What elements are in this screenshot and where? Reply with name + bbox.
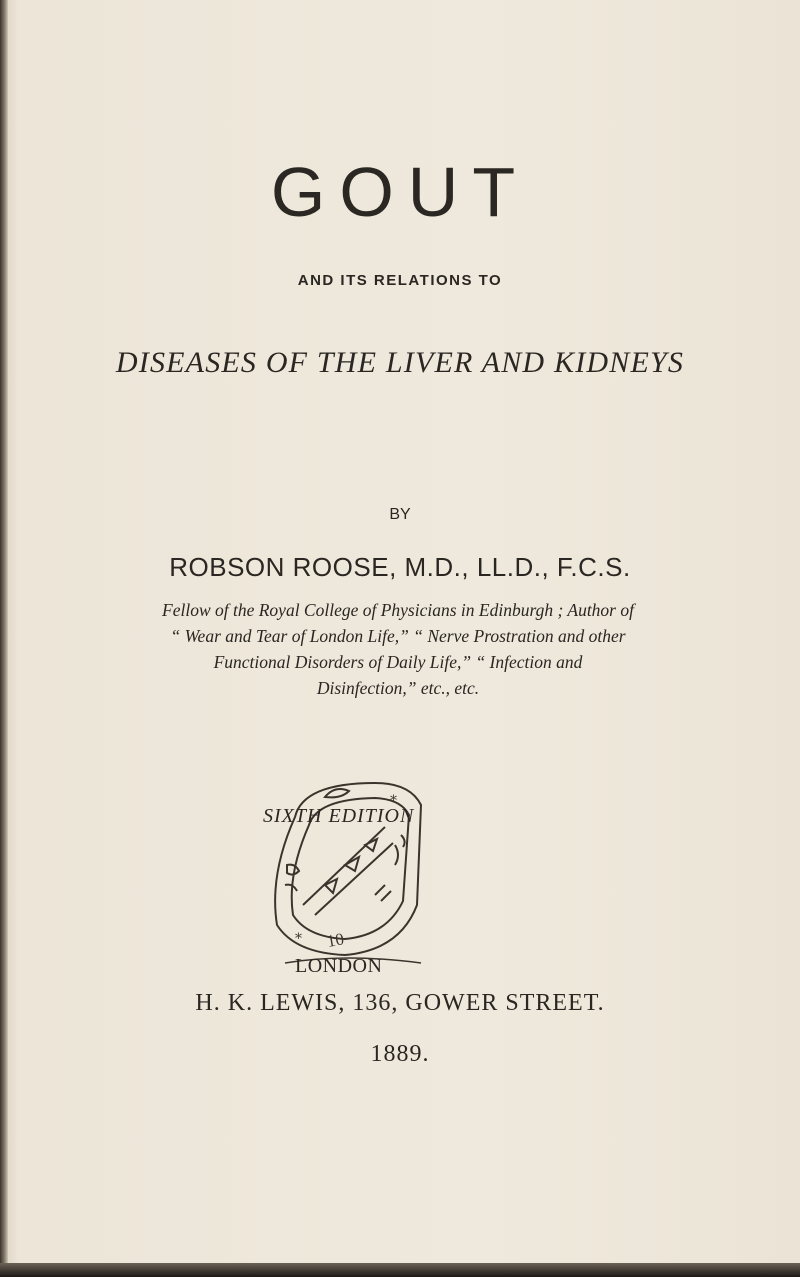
book-subtitle: AND ITS RELATIONS TO xyxy=(297,272,503,289)
svg-text:*: * xyxy=(295,931,302,947)
svg-text:10: 10 xyxy=(325,929,346,951)
by-line: BY xyxy=(389,506,411,523)
credentials-line: Fellow of the Royal College of Physicians in Edinburgh ; Author of xyxy=(162,600,634,620)
edition-seal-emblem xyxy=(225,765,545,975)
publication-year: 1889. xyxy=(370,1041,430,1067)
seal-edition-text: SIXTH EDITION xyxy=(263,805,415,827)
svg-text:*: * xyxy=(390,793,397,809)
credentials-line: Functional Disorders of Daily Life,” “ Infection and xyxy=(213,652,583,672)
author-credentials xyxy=(88,597,708,701)
credentials-line: Disinfection,” etc., etc. xyxy=(316,678,480,698)
publisher-imprint: H. K. LEWIS, 136, GOWER STREET. xyxy=(195,990,605,1016)
book-title: GOUT xyxy=(270,153,530,231)
book-bottom-edge xyxy=(0,1263,800,1277)
main-heading: DISEASES OF THE LIVER AND KIDNEYS xyxy=(115,346,685,379)
author-name: ROBSON ROOSE, M.D., LL.D., F.C.S. xyxy=(169,552,631,582)
seal-city-text: LONDON xyxy=(295,955,383,975)
credentials-line: “ Wear and Tear of London Life,” “ Nerve Prostration and other xyxy=(170,626,626,646)
